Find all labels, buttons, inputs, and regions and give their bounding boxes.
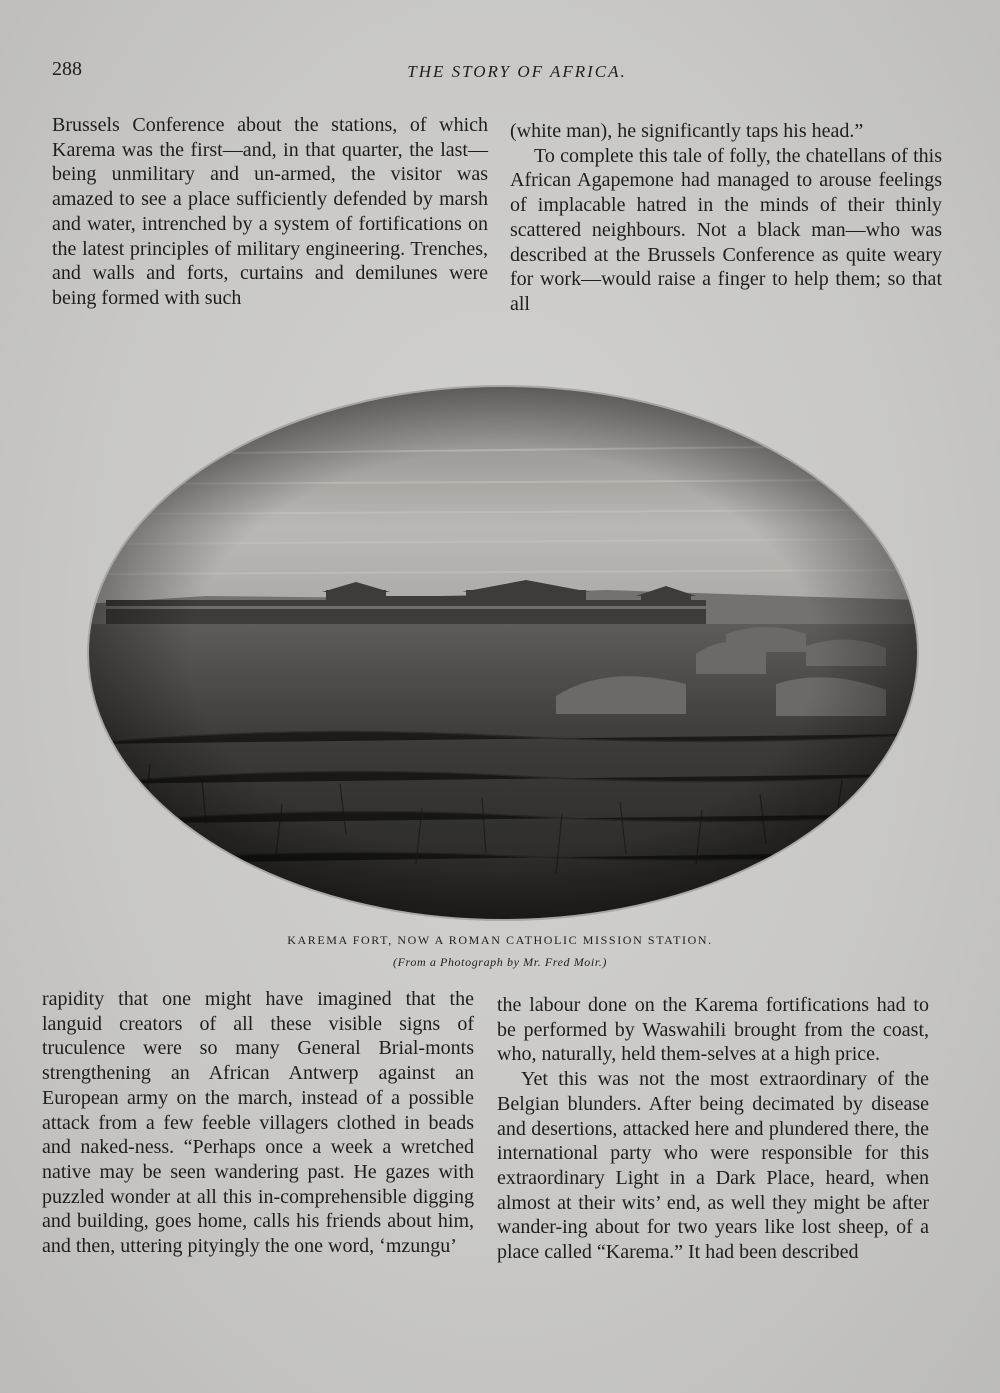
page-header [52,58,942,92]
paragraph: the labour done on the Karema fortifications had to be performed by Waswahili brought from the coast, who, naturally, held them-selves at a high price. [497,994,929,1066]
paragraph: To complete this tale of folly, the chatellans of this African Agapemone had managed to arouse feelings of implacable hatred in the minds of their thinly scattered neighbours. Not a black man—who was described at the Brussels Conference as quite weary for work—would raise a finger to help them; so that all [510,144,942,315]
running-head: THE STORY OF AFRICA. [407,62,627,81]
paragraph: Brussels Conference about the stations, of which Karema was the first—and, in that quarter, the last—being unmilitary and un-armed, the visitor was amazed to see a place sufficiently defended by marsh and water, intrenched by a system of fortifications on the latest principles of military engineering. Trenches, and walls and forts, curtains and demilunes were being formed with such [52,114,488,309]
text-column-bottom-right [497,993,929,1265]
text-column-top-right [510,119,942,317]
text-column-bottom-left [42,987,474,1259]
paragraph: (white man), he significantly taps his head.” [510,120,864,142]
page-number: 288 [52,58,82,80]
text-column-top-left [52,113,488,311]
karema-fort-photograph [86,384,920,922]
figure-credit: (From a Photograph by Mr. Fred Moir.) [393,955,607,969]
paragraph: Yet this was not the most extraordinary of the Belgian blunders. After being decimated by disease and desertions, attacked here and plundered there, the international party who were responsible for this extraordinary Light in a Dark Place, heard, when almost at their wits’ end, as well they might be after wander-ing about for two years like lost sheep, of a place called “Karema.” It had been described [497,1068,929,1264]
paragraph: rapidity that one might have imagined that the languid creators of all these visible signs of truculence were so many General Brial-monts strengthening an African Antwerp against an European army on the march, instead of a possible attack from a few feeble villagers clothed in beads and naked-ness. “Perhaps once a week a wretched native may be seen wandering past. He gazes with puzzled wonder at all this in-comprehensible digging and building, goes home, calls his friends about him, and then, uttering pityingly the one word, ‘mzungu’ [42,988,474,1258]
figure-caption: KAREMA FORT, NOW A ROMAN CATHOLIC MISSION STATION. [287,933,713,947]
